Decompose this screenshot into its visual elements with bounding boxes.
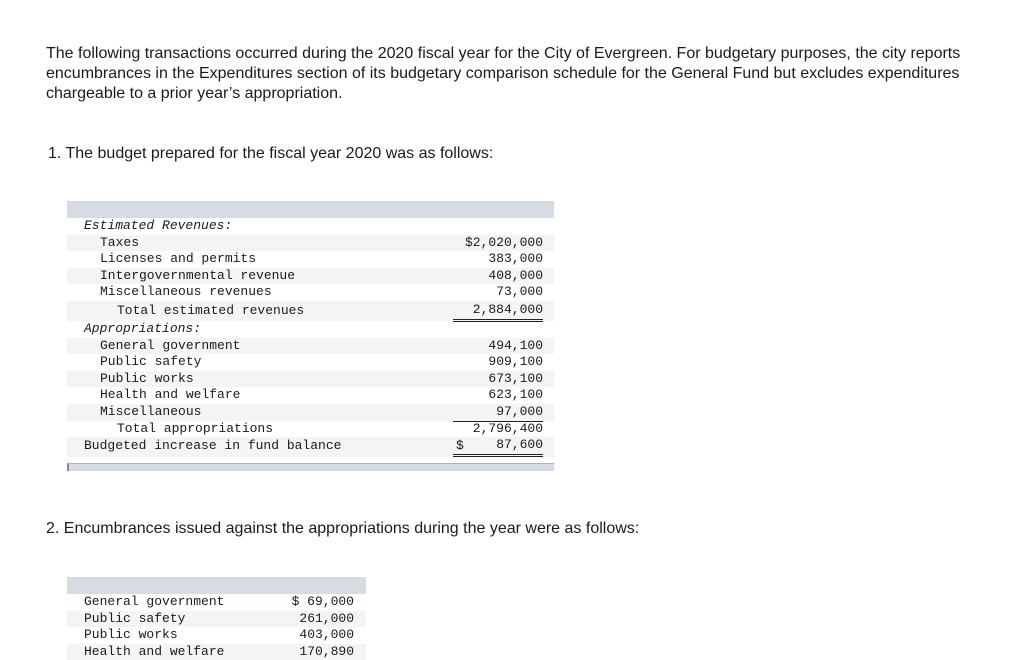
encumbrance-label: Public safety xyxy=(84,610,186,626)
revenue-label: Taxes xyxy=(100,234,140,250)
encumbrance-label: General government xyxy=(84,594,225,609)
table-row xyxy=(67,421,554,438)
encumbrances-table xyxy=(67,577,366,660)
table-row xyxy=(67,235,554,252)
table-header-bar xyxy=(67,577,366,594)
appropriation-value: 494,100 xyxy=(488,337,543,353)
appropriation-label: General government xyxy=(100,337,241,353)
appropriations-heading: Appropriations: xyxy=(84,320,202,336)
revenue-label: Licenses and permits xyxy=(100,251,257,267)
table-row xyxy=(67,371,554,388)
revenue-value: 408,000 xyxy=(488,267,543,283)
table-row xyxy=(67,338,554,355)
estimated-revenues-heading: Estimated Revenues: xyxy=(84,218,233,233)
appropriation-label: Miscellaneous xyxy=(100,403,202,419)
appropriation-value: 673,100 xyxy=(488,370,543,386)
table-row xyxy=(67,611,366,628)
table-row xyxy=(67,644,366,660)
appropriation-value: 623,100 xyxy=(488,387,543,403)
total-appropriations-value: 2,796,400 xyxy=(453,421,543,439)
encumbrance-value: $ 69,000 xyxy=(291,594,354,609)
encumbrance-label: Health and welfare xyxy=(84,643,225,659)
total-appropriations-label: Total appropriations xyxy=(117,420,274,436)
revenue-label: Miscellaneous revenues xyxy=(100,284,272,300)
appropriation-value: 97,000 xyxy=(453,404,543,422)
total-revenues-label: Total estimated revenues xyxy=(117,302,305,318)
encumbrance-value: 261,000 xyxy=(299,610,354,626)
appropriation-value: 909,100 xyxy=(488,354,543,370)
total-revenues-value: 2,884,000 xyxy=(453,302,543,322)
budgeted-increase-label: Budgeted increase in fund balance xyxy=(84,438,342,454)
table-row xyxy=(67,437,554,457)
table-row xyxy=(67,321,554,338)
budgeted-increase-currency: $ xyxy=(456,438,464,454)
table-row xyxy=(67,387,554,404)
appropriation-label: Public works xyxy=(100,370,194,386)
table-row xyxy=(67,284,554,301)
step-2-heading: 2. Encumbrances issued against the appropriations during the year were as follows: xyxy=(46,520,640,537)
table-row xyxy=(67,627,366,644)
appropriation-label: Health and welfare xyxy=(100,387,241,403)
table-row xyxy=(67,251,554,268)
revenue-label: Intergovernmental revenue xyxy=(100,267,296,283)
encumbrance-value: 170,890 xyxy=(299,643,354,659)
table-row xyxy=(67,301,554,321)
table-row xyxy=(67,404,554,421)
step-1-heading: 1. The budget prepared for the fiscal year 2020 was as follows: xyxy=(48,145,494,162)
encumbrance-label: Public works xyxy=(84,627,178,643)
encumbrance-value: 403,000 xyxy=(299,627,354,643)
table-header-bar xyxy=(67,201,554,218)
budgeted-increase-value: 87,600 xyxy=(453,437,543,457)
budget-table xyxy=(67,201,554,471)
revenue-value: 383,000 xyxy=(488,251,543,267)
table-footer-bar xyxy=(67,463,554,471)
table-row xyxy=(67,268,554,285)
intro-paragraph: The following transactions occurred during the 2020 fiscal year for the City of Evergreen. For budgetary purposes, the city reports encumbrances in the Expenditures section of its budgetary comparison schedule for the General Fund but excludes expenditures chargeable to a prior year’s appropriation. xyxy=(46,45,961,102)
table-row xyxy=(67,354,554,371)
appropriation-label: Public safety xyxy=(100,354,202,370)
revenue-value: $2,020,000 xyxy=(464,234,543,250)
revenue-value: 73,000 xyxy=(453,284,543,302)
table-row xyxy=(67,594,366,611)
table-row xyxy=(67,218,554,235)
